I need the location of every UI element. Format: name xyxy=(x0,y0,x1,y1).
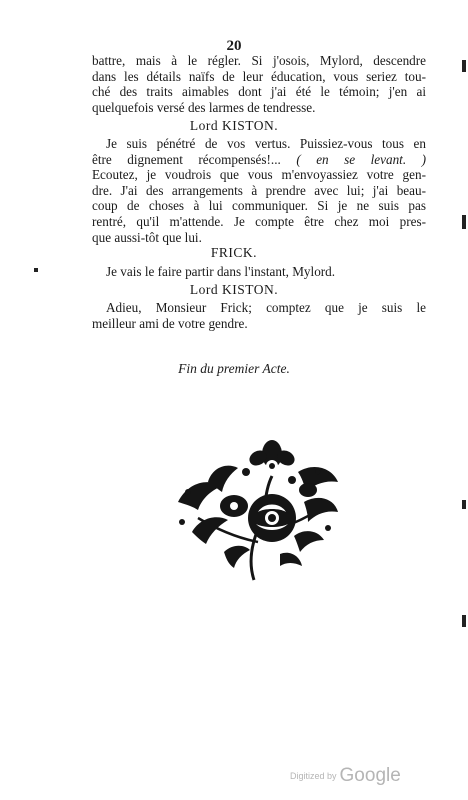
text-line: Ecoutez, je voudrois que vous m'envoyassiez votre gen- xyxy=(92,167,426,183)
speaker-heading: Lord KISTON. xyxy=(189,118,279,133)
text-line: quelquefois versé des larmes de tendresse. xyxy=(92,99,316,115)
margin-mark xyxy=(462,500,466,509)
text-line: meilleur ami de votre gendre. xyxy=(92,315,248,331)
text-line: dre. J'ai des arrangements à prendre avec lui; j'ai beau- xyxy=(92,182,426,198)
speaker-heading: Lord KISTON. xyxy=(189,282,279,297)
act-closing: Fin du premier Acte. xyxy=(178,361,290,376)
paragraph-2 xyxy=(92,136,426,245)
floral-tailpiece-icon xyxy=(168,432,340,582)
text-line: Je vais le faire partir dans l'instant, Mylord. xyxy=(106,264,336,279)
paragraph-1 xyxy=(92,53,426,115)
text-line xyxy=(92,152,426,168)
page-number: 20 xyxy=(226,38,242,54)
digitized-watermark xyxy=(290,765,401,787)
text-line: coup de choses à lui communiquer. Si je ne suis pas xyxy=(92,198,426,214)
paragraph-3 xyxy=(92,264,426,280)
margin-mark xyxy=(462,60,466,72)
text-line: dans les détails naïfs de leur éducation, vous seriez tou- xyxy=(92,68,426,84)
watermark-prefix: Digitized by xyxy=(290,771,337,781)
paragraph-4 xyxy=(92,300,426,331)
speaker-heading: FRICK. xyxy=(210,245,258,260)
margin-mark xyxy=(462,215,466,229)
text-line: que aussi-tôt que lui. xyxy=(92,229,202,245)
text-line: battre, mais à le régler. Si j'osois, Mylord, descendre xyxy=(92,53,426,68)
text-line: ché des traits aimables dont j'ai été le témoin; j'en ai xyxy=(92,84,426,100)
text-line: rentré, qu'il m'attende. Je compte être chez moi pres- xyxy=(92,213,426,229)
text-line: Je suis pénétré de vos vertus. Puissiez-vous tous en xyxy=(106,136,426,151)
margin-mark xyxy=(462,615,466,627)
text-line: Adieu, Monsieur Frick; comptez que je suis le xyxy=(106,300,426,315)
text-fragment: être dignement récompensés!... xyxy=(92,151,281,167)
margin-mark xyxy=(34,268,38,272)
stage-direction: ( en se levant. ) xyxy=(296,151,426,167)
watermark-brand: Google xyxy=(339,765,401,786)
